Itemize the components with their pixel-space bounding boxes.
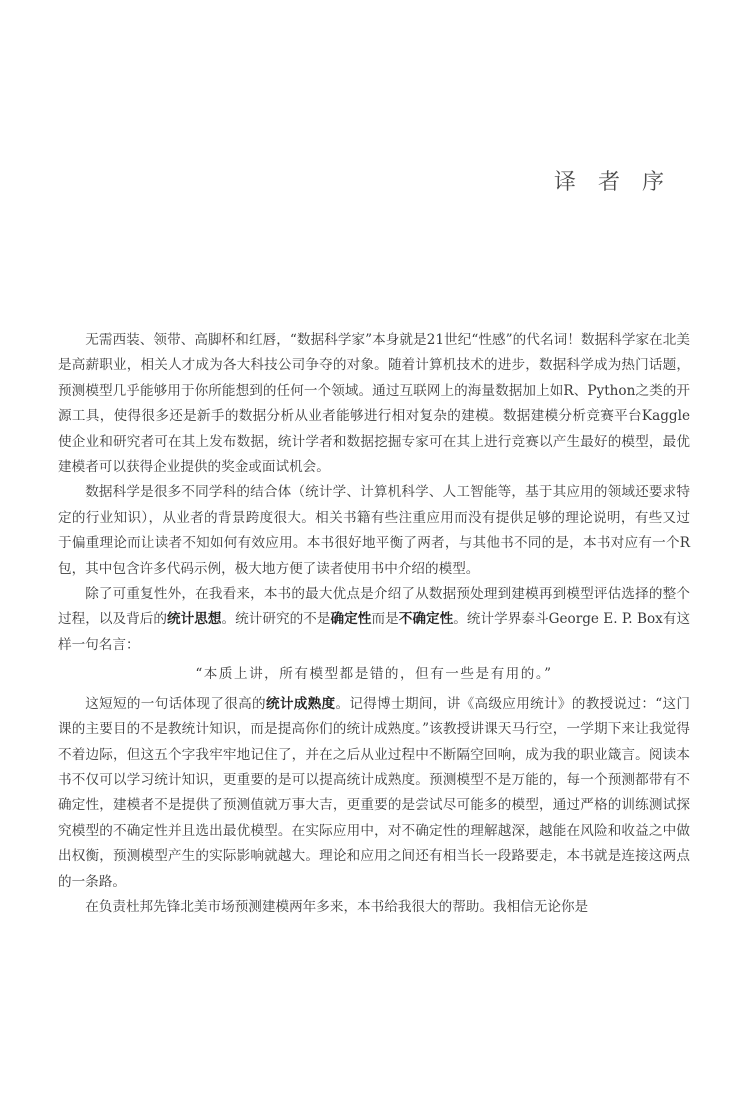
emphasis-uncertainty: 不确定性: [398, 611, 454, 628]
paragraph-4-text-a: 这短短的一句话体现了很高的: [85, 695, 266, 712]
paragraph-2: 数据科学是很多不同学科的结合体（统计学、计算机科学、人工智能等，基于其应用的领域还要求特定的行业知识），从业者的背景跨度很大。相关书籍有些注重应用而没有提供足够的理论说明，有些又过于偏重理论而让读者不知如何有效应用。本书很好地平衡了两者，与其他书不同的是，本书对应有一个R包，其中包含许多代码示例，极大地方便了读者使用书中介绍的模型。: [58, 484, 690, 577]
paragraph-3: [58, 582, 690, 658]
emphasis-statistical-maturity: 统计成熟度: [265, 695, 336, 712]
paragraph-3-text-d: 而是: [371, 611, 399, 628]
paragraph-4: [58, 692, 690, 895]
chapter-title: 译者序: [553, 170, 686, 195]
emphasis-certainty: 确定性: [330, 611, 372, 628]
paragraph-1: 无需西装、领带、高脚杯和红唇，“数据科学家”本身就是21世纪“性感”的代名词！数据科学家在北美是高薪职业，相关人才成为各大科技公司争夺的对象。随着计算机技术的进步，数据科学成为热门话题，预测模型几乎能够用于你所能想到的任何一个领域。通过互联网上的海量数据加上如R、Python之类的开源工具，使得很多还是新手的数据分析从业者能够进行相对复杂的建模。数据建模分析竞赛平台Kaggle使企业和研究者可在其上发布数据，统计学者和数据挖掘专家可在其上进行竞赛以产生最好的模型，最优建模者可以获得企业提供的奖金或面试机会。: [58, 332, 690, 476]
paragraph-3-text-a: 除了可重复性外，在我看来，本书的最大优点是介绍了从数据预处理到建模再到模型评估选择的整个过程，以及背后的: [58, 586, 690, 628]
emphasis-statistical-thinking: 统计思想: [167, 611, 222, 628]
box-quote: “本质上讲，所有模型都是错的，但有一些是有用的。”: [195, 666, 553, 683]
paragraph-3-text-e: 。统计学界泰斗George E. P. Box有这样一句名言：: [58, 611, 691, 653]
body-text: [58, 328, 690, 920]
paragraph-5: 在负责杜邦先锋北美市场预测建模两年多来，本书给我很大的帮助。我相信无论你是: [85, 898, 589, 915]
paragraph-4-text-c: 。记得博士期间，讲《高级应用统计》的教授说过：“这门课的主要目的不是教统计知识，而是提高你们的统计成熟度。”该教授讲课天马行空，一学期下来让我觉得不着边际，但这五个字我牢牢地记住了，并在之后从业过程中不断隔空回响，成为我的职业箴言。阅读本书不仅可以学习统计知识，更重要的是可以提高统计成熟度。预测模型不是万能的，每一个预测都带有不确定性，建模者不是提供了预测值就万事大吉，更重要的是尝试尽可能多的模型，通过严格的训练测试探究模型的不确定性并且选出最优模型。在实际应用中，对不确定性的理解越深，越能在风险和收益之中做出权衡，预测模型产生的实际影响就越大。理论和应用之间还有相当长一段路要走，本书就是连接这两点的一条路。: [58, 695, 691, 890]
paragraph-3-text-c: 。统计研究的不是: [221, 611, 331, 628]
